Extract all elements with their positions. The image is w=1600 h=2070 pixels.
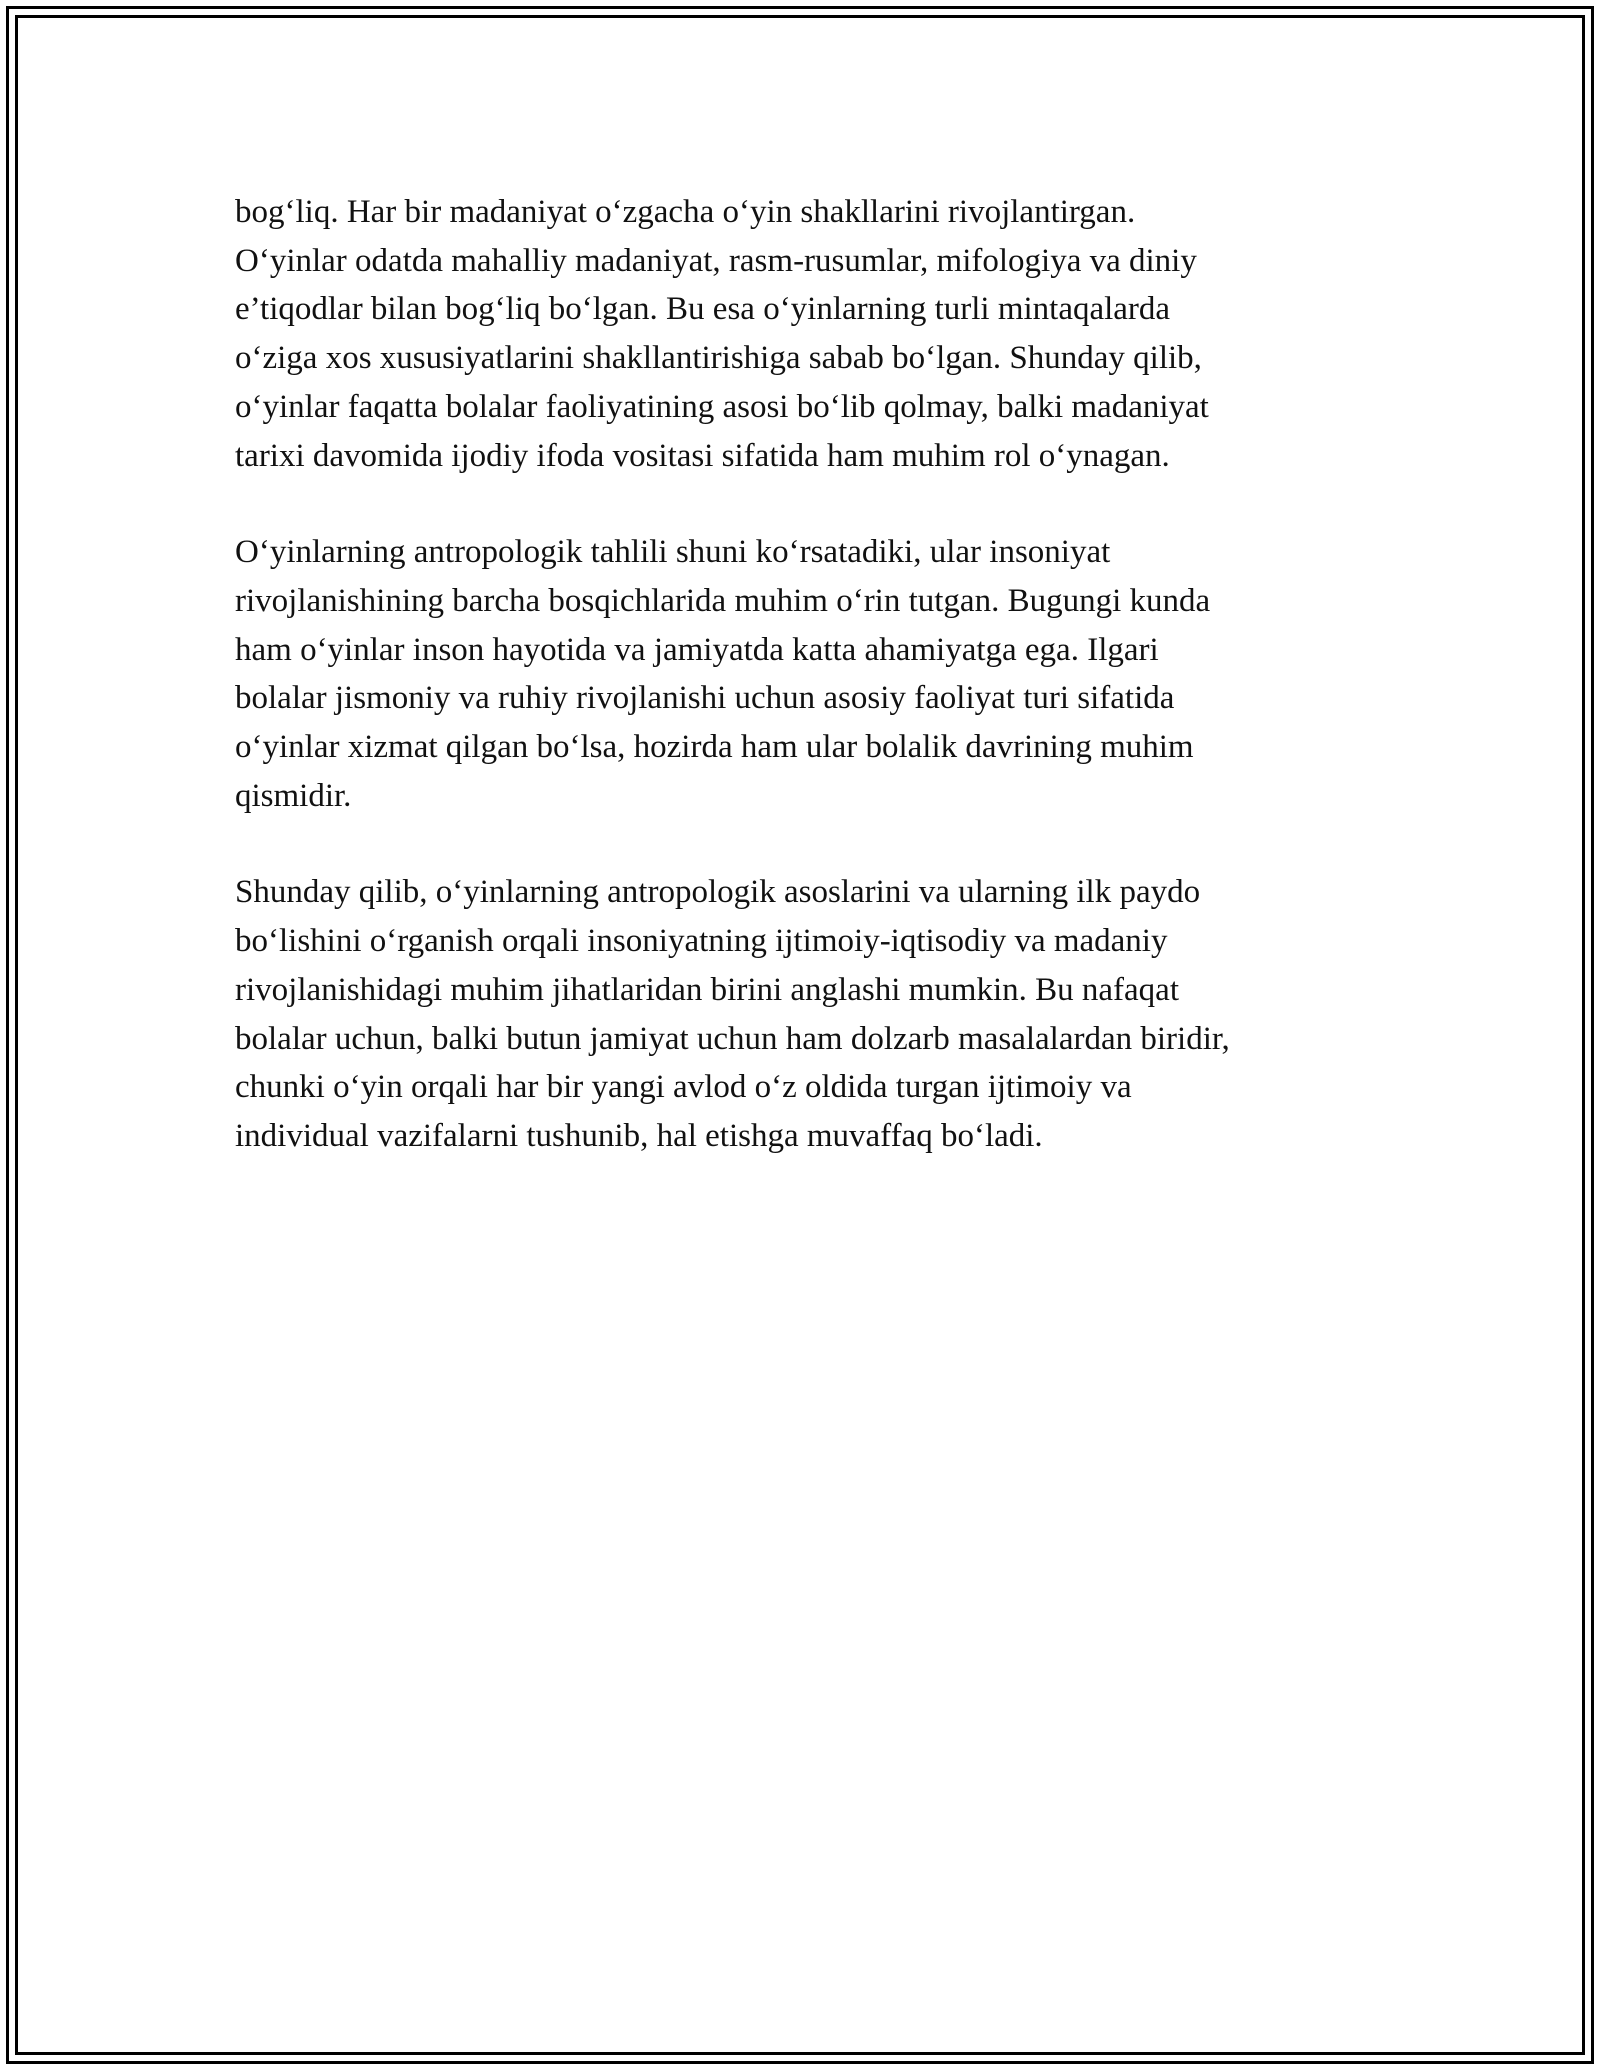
paragraph-3: Shunday qilib, o‘yinlarning antropologik asoslarini va ularning ilk paydo bo‘lishini o‘rganish orqali insoniyatning ijtimoiy-iqtisodiy va madaniy rivojlanishidagi muhim jihatlaridan birini anglashi mumkin. Bu nafaqat bolalar uchun, balki butun jamiyat uchun ham dolzarb masalalardan biridir, chunki o‘yin orqali har bir yangi avlod o‘z oldida turgan ijtimoiy va individual vazifalarni tushunib, hal etishga muvaffaq bo‘ladi.: [235, 874, 1230, 1154]
document-body: [235, 188, 1375, 1209]
paragraph-2: O‘yinlarning antropologik tahlili shuni ko‘rsatadiki, ular insoniyat rivojlanishining barcha bosqichlarida muhim o‘rin tutgan. Bugungi kunda ham o‘yinlar inson hayotida va jamiyatda katta ahamiyatga ega. Ilgari bolalar jismoniy va ruhiy rivojlanishi uchun asosiy faoliyat turi sifatida o‘yinlar xizmat qilgan bo‘lsa, hozirda ham ular bolalik davrining muhim qismidir.: [235, 534, 1211, 814]
paragraph-1: bog‘liq. Har bir madaniyat o‘zgacha o‘yin shakllarini rivojlantirgan. O‘yinlar odatda mahalliy madaniyat, rasm-rusumlar, mifologiya va diniy e’tiqodlar bilan bog‘liq bo‘lgan. Bu esa o‘yinlarning turli mintaqalarda o‘ziga xos xususiyatlarini shakllantirishiga sabab bo‘lgan. Shunday qilib, o‘yinlar faqatta bolalar faoliyatining asosi bo‘lib qolmay, balki madaniyat tarixi davomida ijodiy ifoda vositasi sifatida ham muhim rol o‘ynagan.: [235, 194, 1209, 474]
